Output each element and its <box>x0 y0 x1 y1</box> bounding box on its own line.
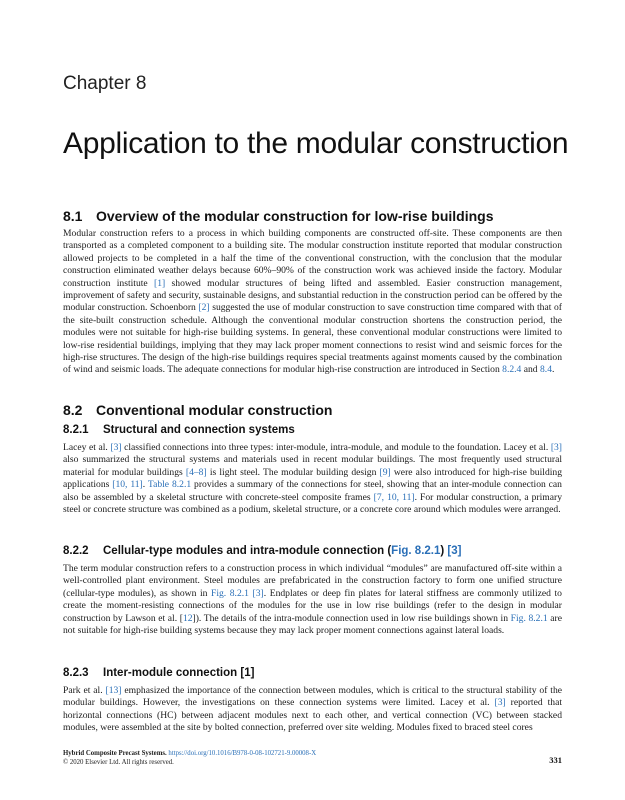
citation-link[interactable]: [2] <box>198 302 210 314</box>
text: suggested the use of modular construction to save construction time compared with that of the site-built construction schedule. Although the conventional modular construction shortens the construction period, the modules were not suitable for high-rise building systems. In general, these conventional modular constructions were limited to low-rise residential buildings, implying that they may lack proper moment connections to resist wind and seismic forces for the high-rise structures. The design of the high-rise buildings requires special treatments against moments caused by the combination of wind and seismic loads. The adequate connections for modular high-rise construction are introduced in Section <box>63 302 562 376</box>
subsection-number: 8.2.3 <box>63 667 89 679</box>
subsection-title: Inter-module connection [1] <box>103 667 255 679</box>
citation-link[interactable]: [3] <box>110 442 122 453</box>
text: classified connections into three types: inter-module, intra-module, and module to the foundation. Lacey et al. <box>121 442 551 453</box>
text: and <box>521 364 540 376</box>
citation-link[interactable]: [3] <box>447 545 462 557</box>
chapter-title: Application to the modular construction <box>63 127 569 160</box>
section-number: 8.2 <box>63 402 83 418</box>
text: . <box>142 479 148 491</box>
citation-link[interactable]: [1] <box>154 277 166 289</box>
text: provides a summary of the connections for steel, showing that an inter-module connection can also be assembled by a skeletal structure with concrete-steel composite frames <box>63 479 562 503</box>
citation-link[interactable]: [9] <box>379 466 391 478</box>
citation-link[interactable]: [3] <box>494 697 506 709</box>
section-number: 8.1 <box>63 208 83 224</box>
text: reported that horizontal connections (HC) between adjacent modules next to each other, and vertical connection (VC) between stacked modules, were assembled at the site by bolted connection, preferred over site welding. Modules fixed to braced steel cores <box>63 697 562 734</box>
section-link[interactable]: 8.2.4 <box>502 364 522 376</box>
citation-link[interactable]: [3] <box>550 442 562 453</box>
subsection-heading-8-2-2 <box>63 545 461 557</box>
figure-link[interactable]: Fig. 8.2.1 <box>510 612 548 624</box>
citation-link[interactable]: [13] <box>105 685 122 696</box>
text: are not suitable for high-rise building systems because they may lack proper moment connections against lateral loads. <box>63 612 562 637</box>
paragraph-8-2-1 <box>63 442 562 516</box>
text: Modular construction refers to a process in which building components are constructed off-site. These components are then transported as a completed component to a building site. The modular construction institute reported that modular construction allowed projects to be completed in a half the time of the conventional construction, with the conclusion that the modular construction eliminated weather delays because 60%–90% of the construction work was achieved inside the factory. Modular construction institute <box>63 228 562 289</box>
subsection-number: 8.2.1 <box>63 424 89 436</box>
text: . Endplates or deep fin plates for lateral stiffness are commonly utilized to create the moment-resisting connections of the modules for the use in low rise buildings (refer to the design in modular construction by Lawson et al. [ <box>63 587 562 624</box>
citation-link[interactable]: [10, 11] <box>112 479 143 491</box>
subsection-title: ) <box>440 545 448 557</box>
subsection-heading-8-2-3 <box>63 667 254 679</box>
citation-link[interactable]: [7, 10, 11] <box>373 491 415 503</box>
book-title: Hybrid Composite Precast Systems. <box>63 750 167 757</box>
table-link[interactable]: Table 8.2.1 <box>147 479 192 491</box>
section-title: Overview of the modular construction for low-rise buildings <box>96 208 494 224</box>
page-footer <box>63 749 316 767</box>
section-heading-8-1 <box>63 208 494 224</box>
citation-link[interactable]: [3] <box>252 587 264 599</box>
text: . <box>552 364 555 376</box>
text: The term modular construction refers to a construction process in which individual “modules” are manufactured off-site within a well-controlled plant environment. Steel modules are prefabricated in the construction factory to form one unified structure (cellular-type modules), as shown in <box>63 563 562 599</box>
subsection-title: Cellular-type modules and intra-module connection ( <box>103 545 392 557</box>
citation-link[interactable]: [4–8] <box>185 466 207 478</box>
text: . For modular construction, a primary steel or concrete structure was combined as a podium, skeletal structure, or a concrete core around which modules were arranged. <box>63 491 562 516</box>
text: Park et al. <box>63 685 106 696</box>
figure-link[interactable]: Fig. 8.2.1 <box>210 587 249 599</box>
page-number: 331 <box>549 755 562 765</box>
copyright: © 2020 Elsevier Ltd. All rights reserved. <box>63 759 174 766</box>
section-heading-8-2 <box>63 402 332 418</box>
citation-link[interactable]: 12 <box>182 612 193 624</box>
paragraph-8-2-2 <box>63 563 562 637</box>
text: also summarized the structural systems and materials used in recent modular buildings. The most frequently used structural material for modular buildings <box>63 454 562 478</box>
chapter-label: Chapter 8 <box>63 73 147 94</box>
section-link[interactable]: 8.4 <box>540 364 552 376</box>
paragraph-8-2-3 <box>63 685 562 735</box>
text: is light steel. The modular building design <box>206 466 380 478</box>
subsection-title: Structural and connection systems <box>103 424 295 436</box>
text: showed modular structures of being lifted and assembled. Easier construction management, improvement of safety and security, sustainable designs, and substantial reduction in the construction period can be offered by the modular construction. Schoenborn <box>63 277 562 314</box>
text: were also introduced for high-rise building applications <box>63 466 562 491</box>
text: emphasized the importance of the connection between modules, which is critical to the structural stability of the modular buildings. However, the investigations on these connection systems were limited. Lacey et al. <box>63 685 562 709</box>
subsection-number: 8.2.2 <box>63 545 89 557</box>
paragraph-8-1 <box>63 228 562 377</box>
figure-link[interactable]: Fig. 8.2.1 <box>391 545 441 557</box>
text: Lacey et al. <box>63 442 111 453</box>
section-title: Conventional modular construction <box>96 402 333 418</box>
subsection-heading-8-2-1 <box>63 424 295 436</box>
doi-link[interactable]: https://doi.org/10.1016/B978-0-08-102721-9.00008-X <box>168 750 317 757</box>
text: ]). The details of the intra-module connection used in low rise buildings shown in <box>192 612 511 624</box>
